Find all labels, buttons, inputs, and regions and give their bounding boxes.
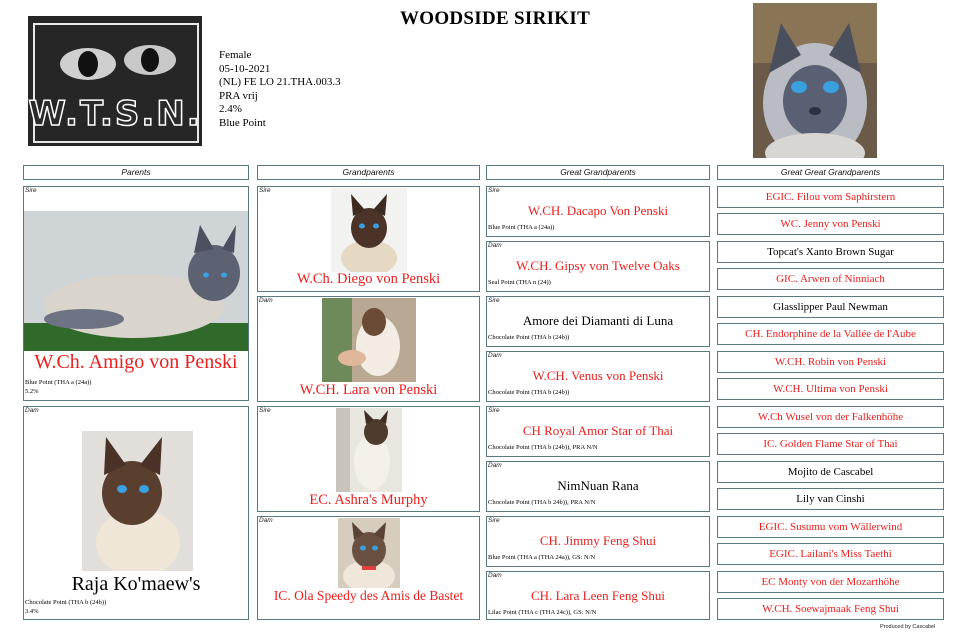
parent-coefficient: 5.2% [25,388,39,395]
grandparent-name: W.CH. Lara von Penski [299,382,438,398]
grandparent-photo [336,408,402,492]
cat-info [219,49,341,131]
great-great-grandparent[interactable]: EGIC. Lailani's Miss Taethi [717,543,944,565]
grandparent-box[interactable] [257,186,480,292]
inbreeding-coefficient: 2.4% [219,103,242,116]
role-label: Dam [25,407,39,414]
grandparent-box[interactable] [257,296,480,402]
great-great-grandparent[interactable]: W.CH. Soewajmaak Feng Shui [717,598,944,620]
role-label: Sire [488,407,500,414]
role-label: Sire [25,187,37,194]
great-great-grandparent[interactable]: WC. Jenny von Penski [717,213,944,235]
dam-photo [82,431,193,571]
great-grandparent-detail: Lilac Point (THA c (THA 24c)), GS: N/N [488,609,597,616]
grandparent-box[interactable] [257,406,480,512]
role-label: Dam [488,462,502,469]
great-great-grandparent[interactable]: IC. Golden Flame Star of Thai [717,433,944,455]
great-grandparent-name: NimNuan Rana [557,478,639,493]
grandparent-photo [322,298,416,382]
parent-name: Raja Ko'maew's [71,573,201,595]
great-great-grandparent[interactable]: EC Monty von der Mozarthöhe [717,571,944,593]
grandparent-name: IC. Ola Speedy des Amis de Bastet [273,588,464,603]
role-label: Dam [259,297,273,304]
sire-photo [24,211,248,351]
great-great-grandparent[interactable]: Glasslipper Paul Newman [717,296,944,318]
great-grandparent-detail: Seal Point (THA n (24)) [488,279,551,286]
role-label: Dam [488,242,502,249]
role-label: Sire [259,187,271,194]
grandparent-photo [331,188,407,272]
great-grandparent-name: Amore dei Diamanti di Luna [522,313,674,328]
parent-sire-box[interactable] [23,186,249,401]
great-grandparent-detail: Chocolate Point (THA b 24b)), PRA N/N [488,499,596,506]
great-grandparent-box[interactable] [486,351,710,402]
parent-name: W.Ch. Amigo von Penski [34,351,238,373]
great-great-grandparent[interactable]: W.Ch Wusel von der Falkenhöhe [717,406,944,428]
great-grandparent-detail: Blue Point (THA a (24a)) [488,224,555,231]
parent-dam-box[interactable] [23,406,249,620]
role-label: Dam [488,572,502,579]
great-grandparent-detail: Chocolate Point (THA b (24b)) [488,334,570,341]
registration-number: (NL) FE LO 21.THA.003.3 [219,76,341,89]
pra-status: PRA vrij [219,89,258,102]
column-header-great-great-grandparents: Great Great Grandparents [717,165,944,180]
role-label: Dam [259,517,273,524]
role-label: Sire [488,297,500,304]
great-grandparent-detail: Blue Point (THA a (THA 24a)), GS: N/N [488,554,596,561]
logo-text: W.T.S.N. [28,94,202,134]
great-grandparent-name: CH. Lara Leen Feng Shui [531,588,665,603]
parent-color: Blue Point (THA a (24a)) [25,379,92,386]
great-great-grandparent[interactable]: W.CH. Ultima von Penski [717,378,944,400]
birth-date: 05-10-2021 [219,62,271,75]
great-great-grandparent[interactable]: Topcat's Xanto Brown Sugar [717,241,944,263]
column-header-great-grandparents: Great Grandparents [486,165,710,180]
cat-photo [753,3,877,158]
role-label: Sire [488,517,500,524]
grandparent-name: W.Ch. Diego von Penski [296,271,441,287]
great-grandparent-box[interactable] [486,516,710,567]
great-great-grandparent[interactable]: Lily van Cinshi [717,488,944,510]
great-great-grandparent[interactable]: GIC. Arwen of Ninniach [717,268,944,290]
great-grandparent-name: W.CH. Venus von Penski [532,368,664,383]
great-grandparent-name: W.CH. Gipsy von Twelve Oaks [516,258,680,273]
parent-color: Chocolate Point (THA b (24b)) [25,599,107,606]
great-grandparent-box[interactable] [486,461,710,512]
great-grandparent-name: CH Royal Amor Star of Thai [522,423,674,438]
role-label: Dam [488,352,502,359]
column-header-parents: Parents [23,165,249,180]
column-header-grandparents: Grandparents [257,165,480,180]
great-grandparent-name: CH. Jimmy Feng Shui [539,533,657,548]
great-grandparent-name: W.CH. Dacapo Von Penski [527,203,669,218]
role-label: Sire [259,407,271,414]
sex: Female [219,49,252,61]
great-grandparent-detail: Chocolate Point (THA b (24b)), PRA N/N [488,444,598,451]
great-great-grandparent[interactable]: CH. Endorphine de la Vallée de l'Aube [717,323,944,345]
great-grandparent-box[interactable] [486,571,710,620]
great-grandparent-box[interactable] [486,241,710,292]
cat-name-title: WOODSIDE SIRIKIT [399,8,591,29]
great-grandparent-detail: Chocolate Point (THA b (24b)) [488,389,570,396]
breeder-logo [28,16,202,146]
great-great-grandparent[interactable]: Mojito de Cascabel [717,461,944,483]
produced-by-footer: Produced by Cascabel [880,624,936,630]
great-grandparent-box[interactable] [486,406,710,457]
grandparent-photo [338,518,400,588]
role-label: Sire [488,187,500,194]
great-great-grandparent[interactable]: EGIC. Filou vom Saphirstern [717,186,944,208]
parent-coefficient: 3.4% [25,608,39,615]
grandparent-name: EC. Ashra's Murphy [309,492,428,508]
great-great-grandparent[interactable]: EGIC. Susumu vom Wällerwind [717,516,944,538]
color: Blue Point [219,116,266,129]
great-great-grandparent[interactable]: W.CH. Robin von Penski [717,351,944,373]
grandparent-box[interactable] [257,516,480,620]
great-grandparent-box[interactable] [486,186,710,237]
great-grandparent-box[interactable] [486,296,710,347]
